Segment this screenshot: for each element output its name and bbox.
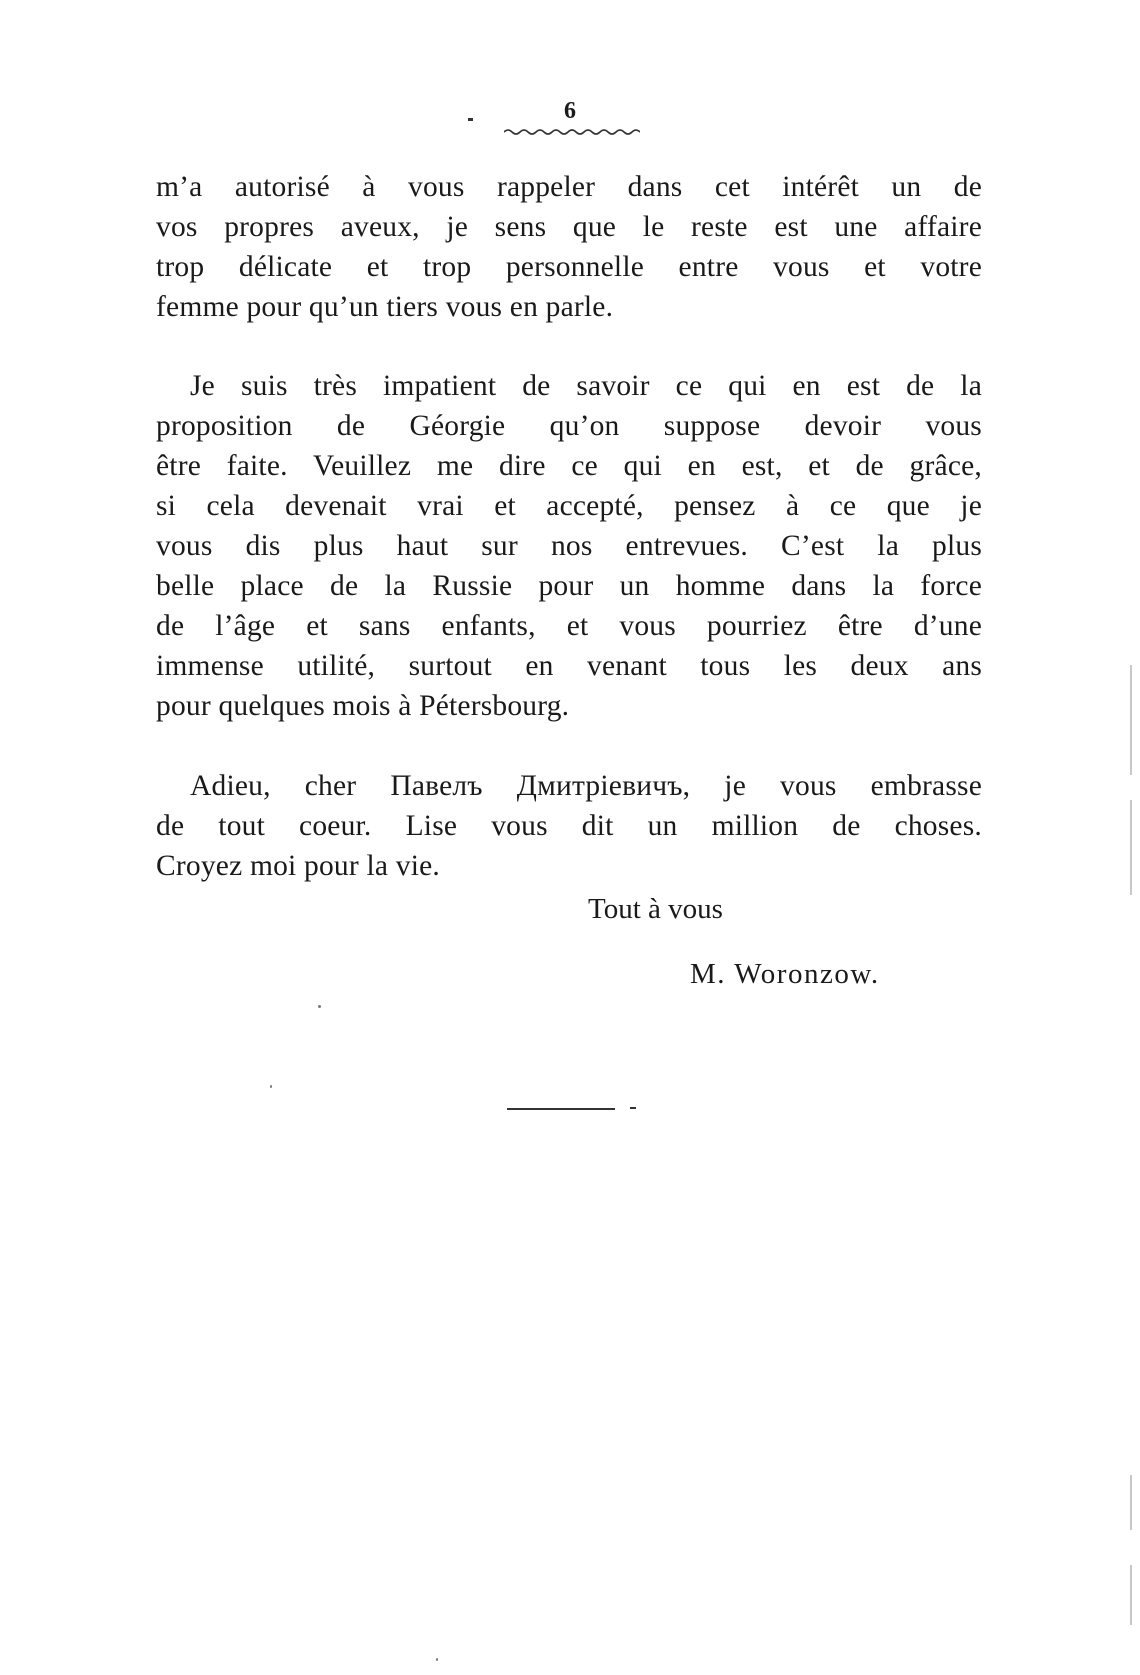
header-ornament-wavy-rule <box>504 128 640 136</box>
text-line: trop délicate et trop personnelle entre vous et votre <box>156 251 982 283</box>
letter-closing: Tout à vous <box>588 893 723 925</box>
text-line: Je suis très impatient de savoir ce qui en est de la <box>190 370 982 402</box>
text-line: de l’âge et sans enfants, et vous pourriez être d’une <box>156 610 982 642</box>
scan-edge-mark <box>1130 1565 1132 1625</box>
text-line: être faite. Veuillez me dire ce qui en est, et de grâce, <box>156 450 982 482</box>
paper-speck <box>436 1658 438 1661</box>
text-line: Croyez moi pour la vie. <box>156 850 440 882</box>
paragraph-1 <box>156 167 982 327</box>
header-tick-mark <box>468 118 473 121</box>
paragraph-3 <box>156 766 982 886</box>
letter-signature: M. Woronzow. <box>690 958 880 990</box>
section-end-rule <box>507 1108 615 1110</box>
text-line: si cela devenait vrai et accepté, pensez à ce que je <box>156 490 982 522</box>
text-line: Adieu, cher Павелъ Дмитріевичъ, je vous embrasse <box>190 770 982 802</box>
text-line: m’a autorisé à vous rappeler dans cet intérêt un de <box>156 171 982 203</box>
scan-edge-mark <box>1130 1475 1132 1530</box>
section-end-tick <box>630 1107 636 1109</box>
text-line: pour quelques mois à Pétersbourg. <box>156 690 570 722</box>
text-line: femme pour qu’un tiers vous en parle. <box>156 291 614 323</box>
text-line: vos propres aveux, je sens que le reste est une affaire <box>156 211 982 243</box>
text-line: belle place de la Russie pour un homme dans la force <box>156 570 982 602</box>
paper-speck <box>318 1005 321 1008</box>
text-line: proposition de Géorgie qu’on suppose devoir vous <box>156 410 982 442</box>
text-line: immense utilité, surtout en venant tous les deux ans <box>156 650 982 682</box>
scan-edge-mark <box>1130 665 1132 775</box>
page-number: 6 <box>564 98 576 124</box>
scan-edge-mark <box>1130 800 1132 895</box>
paragraph-2 <box>156 366 982 726</box>
text-line: de tout coeur. Lise vous dit un million de choses. <box>156 810 982 842</box>
paper-speck <box>270 1085 272 1088</box>
text-line: vous dis plus haut sur nos entrevues. C’est la plus <box>156 530 982 562</box>
